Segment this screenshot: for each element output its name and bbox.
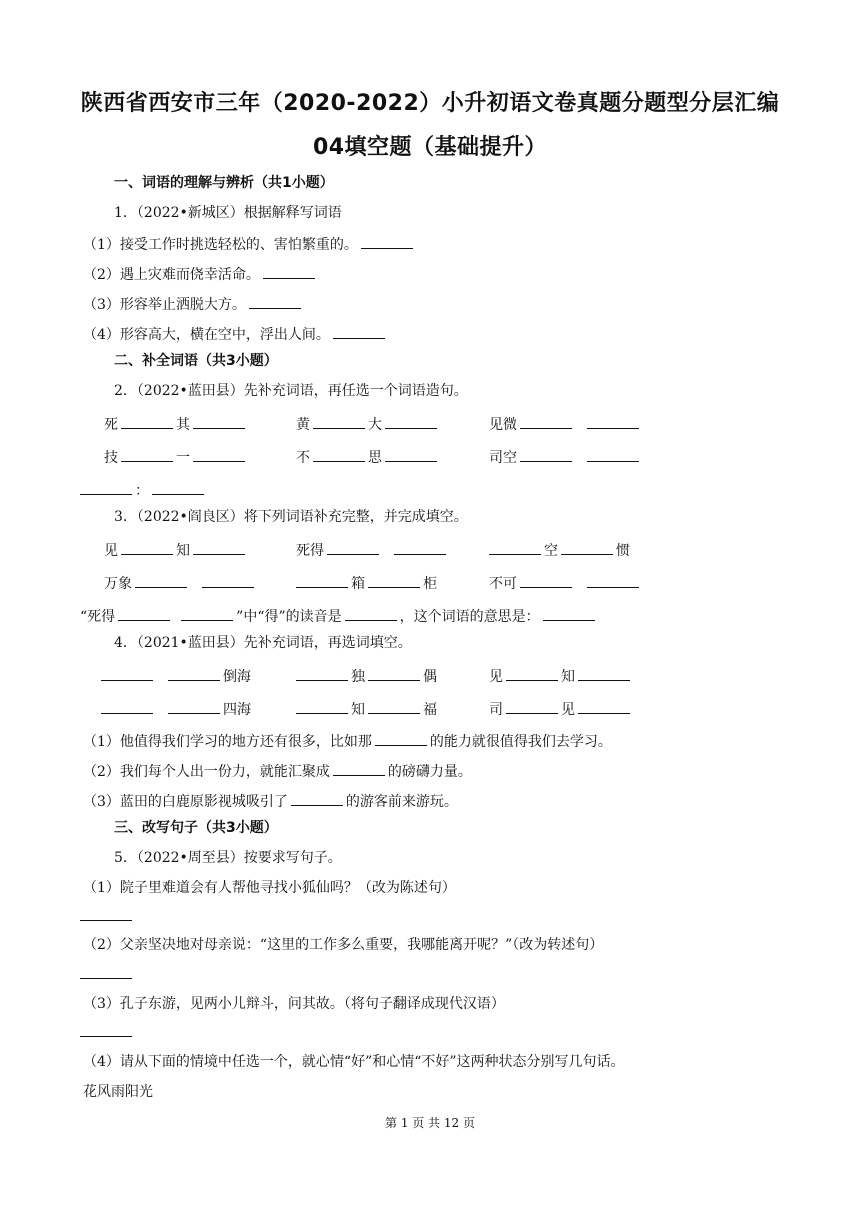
q3-word-2: [296, 540, 449, 560]
answer-blank[interactable]: [296, 573, 348, 588]
answer-blank[interactable]: [394, 540, 446, 555]
answer-blank[interactable]: [578, 699, 630, 714]
word-char: 空: [544, 543, 558, 559]
answer-blank[interactable]: [168, 699, 220, 714]
q3-word-3: [489, 540, 630, 560]
answer-blank[interactable]: [520, 447, 572, 462]
q4-item-1: [83, 731, 612, 751]
q4-stem: 4．（2021•蓝田县）先补充词语，再选词填空。: [114, 635, 412, 651]
q4-word-5: [296, 699, 437, 719]
q1-item-1-text: （1）接受工作时挑选轻松的、害怕繁重的。: [83, 237, 358, 253]
word-char: 万象: [104, 576, 132, 592]
answer-blank[interactable]: [327, 540, 379, 555]
answer-blank[interactable]: [193, 414, 245, 429]
word-char: 见: [104, 543, 118, 559]
answer-blank[interactable]: [135, 573, 187, 588]
word-char: 大: [368, 417, 382, 433]
word-char: 死: [104, 417, 118, 433]
q4-item-text: 的游客前来游玩。: [345, 794, 458, 810]
word-char: 思: [368, 450, 382, 466]
answer-blank[interactable]: [489, 540, 541, 555]
q5-item-4: （4）请从下面的情境中任选一个，就心情“好”和心情“不好”这两种状态分别写几句话。: [83, 1054, 625, 1070]
q1-item-3-text: （3）形容举止洒脱大方。: [83, 297, 246, 313]
answer-blank[interactable]: [368, 573, 420, 588]
answer-blank[interactable]: [193, 447, 245, 462]
answer-blank[interactable]: [313, 414, 365, 429]
q4-word-1: [101, 666, 251, 686]
word-char: 偶: [423, 669, 437, 685]
q2-word-3: [489, 414, 642, 434]
q2-word-5: [296, 447, 440, 467]
word-char: 知: [176, 543, 190, 559]
q4-item-text: 的磅礴力量。: [387, 764, 472, 780]
q3-word-4: [104, 573, 257, 593]
answer-blank[interactable]: [118, 606, 170, 621]
q2-word-1: [104, 414, 248, 434]
answer-blank[interactable]: [333, 324, 385, 339]
q5-item-2: （2）父亲坚决地对母亲说：“这里的工作多么重要，我哪能离开呢？”（改为转述句）: [83, 937, 604, 953]
doc-title-line1: 陕西省西安市三年（2020-2022）小升初语文卷真题分题型分层汇编: [80, 91, 780, 116]
fill-text: ”中“得”的读音是: [236, 609, 342, 625]
word-char: 知: [561, 669, 575, 685]
word-char: 不可: [489, 576, 517, 592]
q4-item-text: （3）蓝田的白鹿原影视城吸引了: [83, 794, 288, 810]
answer-blank[interactable]: [506, 666, 558, 681]
q5-item-3: （3）孔子东游，见两小儿辩斗，问其故。（将句子翻译成现代汉语）: [83, 996, 505, 1012]
word-char: 独: [351, 669, 365, 685]
answer-blank[interactable]: [345, 606, 397, 621]
answer-blank[interactable]: [520, 573, 572, 588]
word-char: 柜: [423, 576, 437, 592]
answer-blank[interactable]: [543, 606, 595, 621]
colon: ：: [135, 483, 149, 499]
answer-blank[interactable]: [202, 573, 254, 588]
word-char: 见: [489, 669, 503, 685]
section2-heading: 二、补全词语（共3小题）: [114, 353, 278, 369]
q3-word-5: [296, 573, 437, 593]
q2-word-4: [104, 447, 248, 467]
q5-answer-2: [80, 964, 135, 984]
answer-blank[interactable]: [375, 731, 427, 746]
word-char: 司空: [489, 450, 517, 466]
q5-options: 花风雨阳光: [83, 1084, 153, 1100]
answer-blank[interactable]: [587, 414, 639, 429]
answer-blank[interactable]: [561, 540, 613, 555]
q1-item-2-text: （2）遇上灾难而侥幸活命。: [83, 267, 260, 283]
q2-sentence-line: [80, 480, 207, 500]
answer-blank[interactable]: [291, 791, 343, 806]
answer-blank[interactable]: [313, 447, 365, 462]
word-char: 死得: [296, 543, 324, 559]
answer-blank[interactable]: [385, 414, 437, 429]
word-char: 四海: [223, 702, 251, 718]
q4-item-text: （1）他值得我们学习的地方还有很多，比如那: [83, 734, 372, 750]
q3-stem: 3．（2022•阎良区）将下列词语补充完整，并完成填空。: [114, 509, 468, 525]
answer-blank[interactable]: [168, 666, 220, 681]
answer-blank[interactable]: [506, 699, 558, 714]
word-char: 倒海: [223, 669, 251, 685]
q1-item-2: [83, 264, 318, 284]
section1-heading: 一、词语的理解与辨析（共1小题）: [114, 175, 334, 191]
answer-blank[interactable]: [368, 666, 420, 681]
q4-word-4: [101, 699, 251, 719]
answer-blank[interactable]: [152, 480, 204, 495]
answer-blank[interactable]: [333, 761, 385, 776]
word-char: 其: [176, 417, 190, 433]
fill-text: “死得: [80, 609, 116, 625]
answer-blank[interactable]: [181, 606, 233, 621]
q3-word-6: [489, 573, 642, 593]
q2-word-2: [296, 414, 440, 434]
answer-blank[interactable]: [587, 447, 639, 462]
answer-blank[interactable]: [101, 699, 153, 714]
word-char: 箱: [351, 576, 365, 592]
word-char: 福: [423, 702, 437, 718]
q5-answer-1: [80, 906, 135, 926]
word-char: 见微: [489, 417, 517, 433]
q5-answer-3: [80, 1022, 135, 1042]
word-char: 司: [489, 702, 503, 718]
answer-blank[interactable]: [121, 540, 173, 555]
page-footer: 第 1 页 共 12 页: [385, 1116, 475, 1130]
fill-text: ，这个词语的意思是：: [399, 609, 540, 625]
word-char: 一: [176, 450, 190, 466]
q4-item-3: [83, 791, 458, 811]
q3-fill-line: [80, 606, 598, 626]
q1-item-4: [83, 324, 388, 344]
answer-blank[interactable]: [249, 294, 301, 309]
answer-blank[interactable]: [80, 480, 132, 495]
answer-blank[interactable]: [578, 666, 630, 681]
word-char: 技: [104, 450, 118, 466]
answer-blank[interactable]: [80, 1022, 132, 1037]
answer-blank[interactable]: [520, 414, 572, 429]
word-char: 惯: [616, 543, 630, 559]
q4-item-text: 的能力就很值得我们去学习。: [429, 734, 612, 750]
answer-blank[interactable]: [263, 264, 315, 279]
q4-item-text: （2）我们每个人出一份力，就能汇聚成: [83, 764, 330, 780]
q5-stem: 5．（2022•周至县）按要求写句子。: [114, 850, 342, 866]
q4-word-3: [489, 666, 633, 686]
answer-blank[interactable]: [121, 447, 173, 462]
answer-blank[interactable]: [101, 666, 153, 681]
answer-blank[interactable]: [80, 964, 132, 979]
answer-blank[interactable]: [80, 906, 132, 921]
answer-blank[interactable]: [385, 447, 437, 462]
word-char: 见: [561, 702, 575, 718]
word-char: 黄: [296, 417, 310, 433]
q4-item-2: [83, 761, 472, 781]
answer-blank[interactable]: [587, 573, 639, 588]
answer-blank[interactable]: [296, 666, 348, 681]
q1-item-4-text: （4）形容高大，横在空中，浮出人间。: [83, 327, 330, 343]
q1-item-1: [83, 234, 416, 254]
q5-item-1: （1）院子里难道会有人帮他寻找小狐仙吗？（改为陈述句）: [83, 880, 456, 896]
q3-word-1: [104, 540, 248, 560]
q2-stem: 2．（2022•蓝田县）先补充词语，再任选一个词语造句。: [114, 383, 468, 399]
answer-blank[interactable]: [296, 699, 348, 714]
answer-blank[interactable]: [368, 699, 420, 714]
word-char: 知: [351, 702, 365, 718]
answer-blank[interactable]: [361, 234, 413, 249]
word-char: 不: [296, 450, 310, 466]
doc-title-line2: 04填空题（基础提升）: [312, 135, 548, 160]
answer-blank[interactable]: [193, 540, 245, 555]
q2-word-6: [489, 447, 642, 467]
q4-word-6: [489, 699, 633, 719]
section3-heading: 三、改写句子（共3小题）: [114, 820, 278, 836]
q1-stem: 1．（2022•新城区）根据解释写词语: [114, 205, 342, 221]
q4-word-2: [296, 666, 437, 686]
answer-blank[interactable]: [121, 414, 173, 429]
q1-item-3: [83, 294, 304, 314]
